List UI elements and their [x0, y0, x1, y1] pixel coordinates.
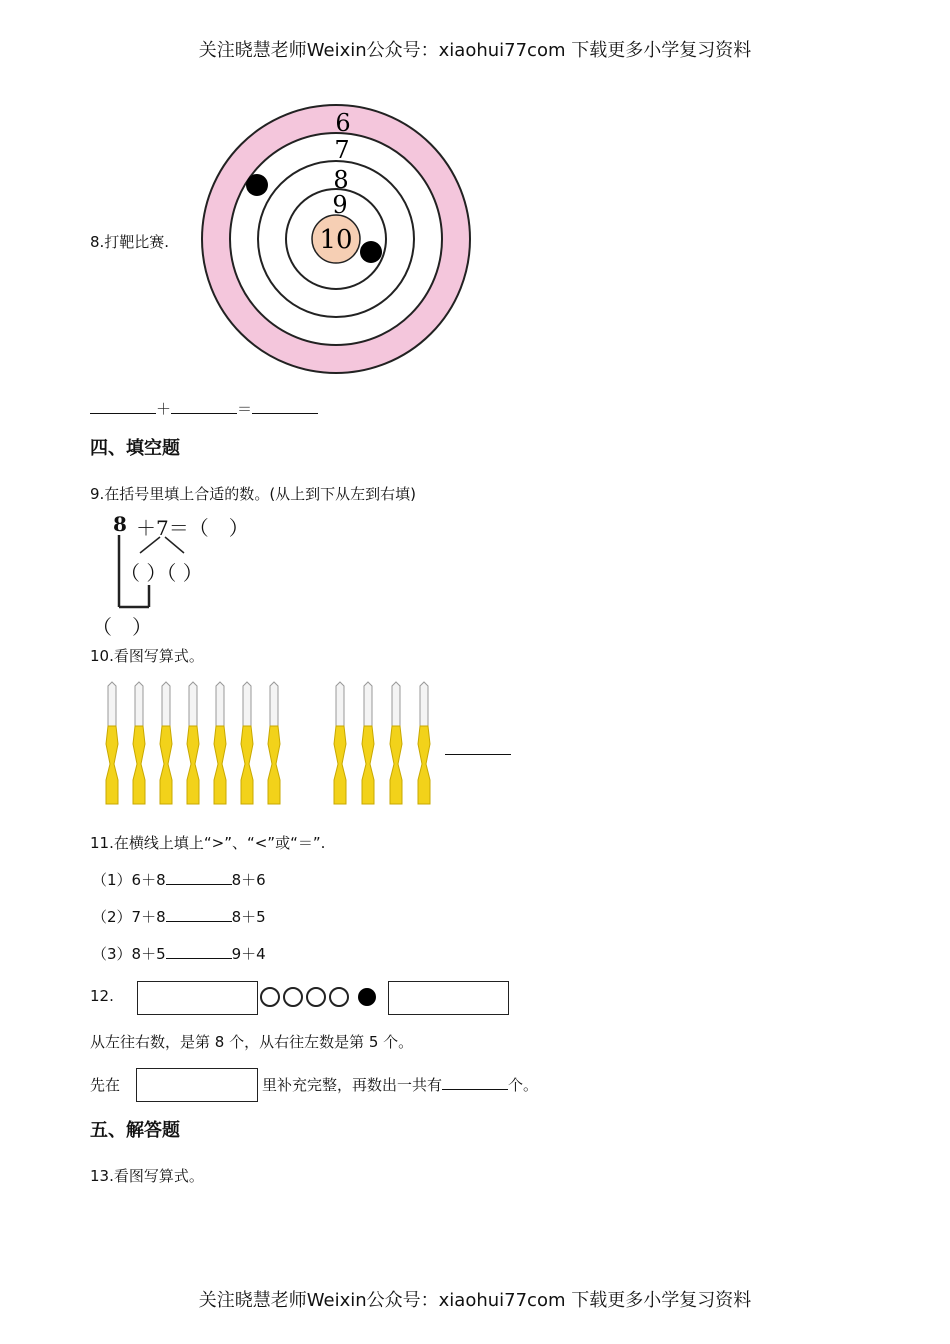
equals-sign: ＝	[237, 400, 253, 418]
target-label-10: 10	[319, 225, 353, 255]
section-4-title: 四、填空题	[90, 438, 180, 459]
q12-unit: 个。	[508, 1076, 539, 1094]
q12-line-1: 从左往右数，是第 8 个，从右往左数是第 5 个。	[90, 1033, 414, 1051]
q9-equation: ＋7＝（ ）	[136, 516, 249, 540]
pencil-icon	[160, 682, 172, 804]
plus-sign: ＋	[156, 400, 172, 418]
right-expression: 8＋6	[231, 871, 266, 889]
item-number: （3）	[92, 945, 132, 963]
question-9-label: 9.在括号里填上合适的数。(从上到下从左到右填)	[90, 485, 417, 503]
question-10-label: 10.看图写算式。	[90, 647, 204, 665]
section-5-title: 五、解答题	[90, 1120, 180, 1141]
pencil-icon	[187, 682, 199, 804]
target-label-7: 7	[334, 136, 350, 164]
q11-item-3	[92, 943, 266, 964]
hit-dot-10	[360, 241, 382, 263]
q10-answer-blank[interactable]	[445, 740, 511, 755]
answer-blank[interactable]	[252, 413, 318, 414]
q9-bottom-bracket[interactable]: （ ）	[92, 615, 152, 639]
hollow-circle-icon	[330, 988, 348, 1006]
hollow-circle-icon	[261, 988, 279, 1006]
q9-split-brackets[interactable]: （ ）（ ）	[120, 561, 203, 585]
compare-blank[interactable]	[166, 921, 232, 922]
q9-first-number: 8	[113, 512, 127, 536]
q12-count-blank[interactable]	[442, 1089, 508, 1090]
q12-fill-box[interactable]	[136, 1068, 258, 1102]
pencil-icon	[418, 682, 430, 804]
q8-equation	[90, 398, 318, 419]
target-figure	[200, 102, 475, 376]
q12-line-2a: 先在	[90, 1076, 121, 1094]
hit-dot-7	[246, 174, 268, 196]
compare-blank[interactable]	[166, 958, 232, 959]
page-footer: 关注晓慧老师Weixin公众号：xiaohui77com 下载更多小学复习资料	[198, 1290, 752, 1311]
question-8-label: 8.打靶比赛.	[90, 233, 170, 251]
question-11-label: 11.在横线上填上“>”、“<”或“＝”.	[90, 834, 326, 852]
q11-item-1	[92, 869, 266, 890]
page-header: 关注晓慧老师Weixin公众号：xiaohui77com 下载更多小学复习资料	[198, 40, 752, 61]
hollow-circle-icon	[284, 988, 302, 1006]
pencil-figure	[100, 680, 450, 810]
pencil-icon	[334, 682, 346, 804]
left-expression: 6＋8	[131, 871, 166, 889]
pencil-icon	[362, 682, 374, 804]
pencil-icon	[133, 682, 145, 804]
pencil-icon	[106, 682, 118, 804]
left-expression: 7＋8	[131, 908, 166, 926]
target-label-8: 8	[333, 166, 349, 194]
answer-blank[interactable]	[90, 413, 156, 414]
question-13-label: 13.看图写算式。	[90, 1167, 204, 1185]
q12-right-box[interactable]	[388, 981, 509, 1015]
pencil-icon	[268, 682, 280, 804]
q12-instruction: 里补充完整，再数出一共有	[262, 1076, 443, 1094]
solid-circle-icon	[358, 988, 376, 1006]
q12-left-box[interactable]	[137, 981, 258, 1015]
q11-item-2	[92, 906, 266, 927]
left-expression: 8＋5	[131, 945, 166, 963]
target-label-9: 9	[332, 191, 348, 219]
right-expression: 8＋5	[231, 908, 266, 926]
pencil-icon	[214, 682, 226, 804]
q12-circles	[259, 984, 381, 1010]
answer-blank[interactable]	[171, 413, 237, 414]
hollow-circle-icon	[307, 988, 325, 1006]
right-expression: 9＋4	[231, 945, 266, 963]
pencil-icon	[241, 682, 253, 804]
compare-blank[interactable]	[166, 884, 232, 885]
item-number: （2）	[92, 908, 132, 926]
q12-line-2b	[262, 1074, 538, 1095]
question-12-label: 12.	[90, 987, 114, 1005]
target-label-6: 6	[335, 109, 351, 137]
item-number: （1）	[92, 871, 132, 889]
pencil-icon	[390, 682, 402, 804]
